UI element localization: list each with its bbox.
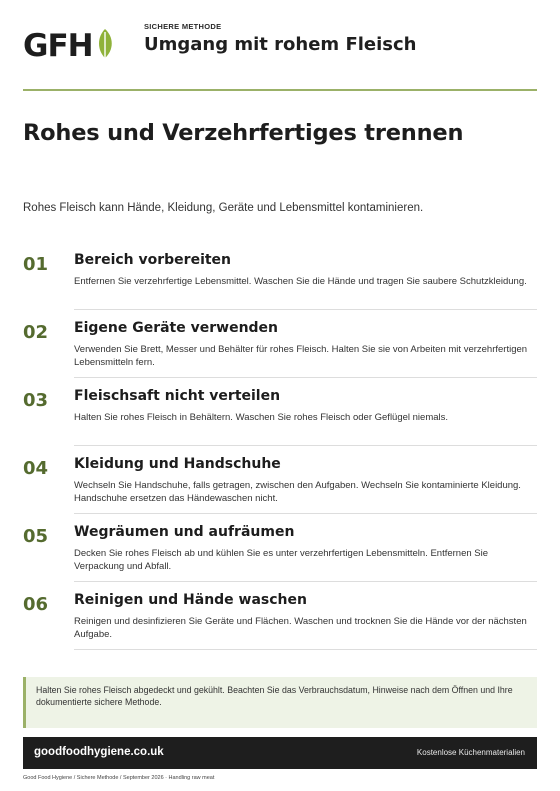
step-divider: [74, 649, 537, 650]
footer-tagline: Kostenlose Küchenmaterialien: [416, 748, 525, 757]
note-box: [23, 677, 537, 728]
document-meta: Good Food Hygiene / Sichere Methode / September 2026 · Handling raw meat: [23, 775, 215, 781]
step-item: [23, 250, 537, 318]
step-number: 01: [23, 254, 49, 275]
leaf-icon: [95, 28, 115, 62]
header-divider: [23, 89, 537, 91]
step-text: Halten Sie rohes Fleisch in Behältern. Waschen Sie rohes Fleisch oder Geflügel niemals.: [74, 412, 449, 423]
step-divider: [74, 377, 537, 378]
eyebrow: SICHERE METHODE: [144, 22, 222, 31]
intro-text: Rohes Fleisch kann Hände, Kleidung, Geräte und Lebensmittel kontaminieren.: [23, 202, 424, 214]
step-title: Bereich vorbereiten: [74, 252, 232, 268]
footer-bar: [23, 737, 537, 769]
step-divider: [74, 309, 537, 310]
step-title: Wegräumen und aufräumen: [74, 524, 295, 540]
step-item: [23, 590, 537, 658]
step-title: Reinigen und Hände waschen: [74, 592, 307, 608]
step-item: [23, 386, 537, 454]
step-item: [23, 318, 537, 386]
step-number: 04: [23, 458, 49, 479]
step-item: [23, 522, 537, 590]
logo: [23, 30, 115, 62]
step-number: 05: [23, 526, 49, 547]
document-title: Umgang mit rohem Fleisch: [144, 34, 417, 55]
logo-text: GFH: [23, 28, 93, 64]
step-title: Kleidung und Handschuhe: [74, 456, 281, 472]
step-item: [23, 454, 537, 522]
steps-list: [23, 250, 537, 658]
step-text: Entfernen Sie verzehrfertige Lebensmittel. Waschen Sie die Hände und tragen Sie saubere Schutzkleidung.: [74, 276, 527, 287]
step-number: 06: [23, 594, 49, 615]
step-title: Fleischsaft nicht verteilen: [74, 388, 281, 404]
header: [23, 18, 537, 78]
website-link[interactable]: goodfoodhygiene.co.uk: [34, 746, 164, 758]
step-divider: [74, 445, 537, 446]
step-divider: [74, 513, 537, 514]
step-divider: [74, 581, 537, 582]
step-text: Verwenden Sie Brett, Messer und Behälter für rohes Fleisch. Halten Sie sie von Arbeiten mit verzehrfertigen Lebensmitteln fern.: [74, 344, 528, 368]
step-number: 02: [23, 322, 49, 343]
step-text: Wechseln Sie Handschuhe, falls getragen, zwischen den Aufgaben. Wechseln Sie kontaminierte Kleidung. Handschuhe ersetzen das Händewaschen nicht.: [74, 480, 521, 504]
step-title: Eigene Geräte verwenden: [74, 320, 279, 336]
step-text: Reinigen und desinfizieren Sie Geräte und Flächen. Waschen und trocknen Sie die Hände vor der nächsten Aufgabe.: [74, 616, 527, 640]
step-number: 03: [23, 390, 49, 411]
step-text: Decken Sie rohes Fleisch ab und kühlen Sie es unter verzehrfertigen Lebensmitteln. Entfernen Sie Verpackung und Abfall.: [74, 548, 489, 572]
page-title: Rohes und Verzehrfertiges trennen: [23, 120, 464, 146]
note-text: Halten Sie rohes Fleisch abgedeckt und gekühlt. Beachten Sie das Verbrauchsdatum, Hinweise nach dem Öffnen und Ihre dokumentierte sichere Methode.: [36, 685, 513, 707]
